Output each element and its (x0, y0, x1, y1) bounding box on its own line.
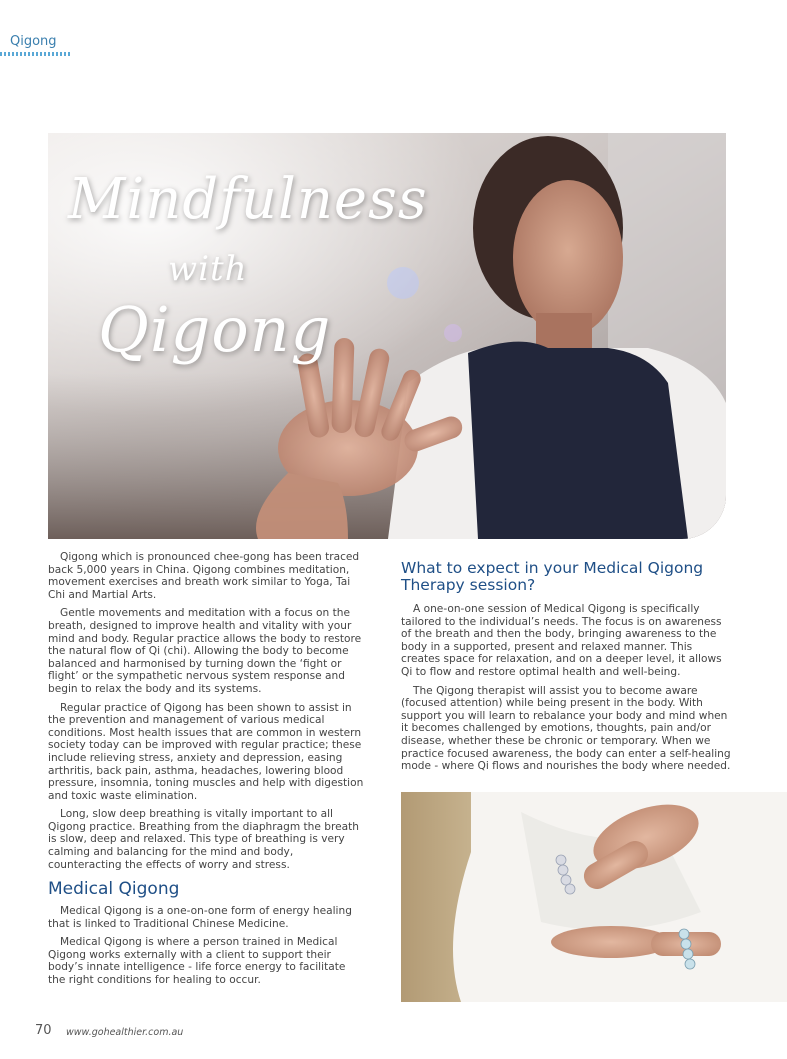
medical-qigong-body (48, 905, 366, 993)
page-number: 70 (35, 1023, 52, 1038)
left-column (48, 551, 366, 877)
section-rule (0, 52, 70, 56)
hands-photo-art (401, 792, 787, 1002)
paragraph: The Qigong therapist will assist you to become aware (focused attention) while being present in the body. With support you will learn to rebalance your body and mind when it becomes challenged by emotions, thoughts, pain and/or disease, whether these be chronic or temporary. When we practice focused awareness, the body can enter a self-healing mode - where Qi flows and nourishes the body where needed. (401, 684, 731, 773)
paragraph: Qigong which is pronounced chee-gong has been traced back 5,000 years in China. Qigong combines meditation, movement exercises and breath work similar to Yoga, Tai Chi and Martial Arts. (48, 551, 360, 601)
hands-photo (401, 792, 787, 1002)
medical-qigong-heading: Medical Qigong (48, 879, 180, 899)
hero-image (48, 133, 726, 539)
hero-title-line1: Mindfulness (68, 167, 428, 232)
right-column (401, 603, 733, 779)
paragraph: A one-on-one session of Medical Qigong is specifically tailored to the individual’s needs. The focus is on awareness of the breath and then the body, bringing awareness to the body in a supported, present and relaxed manner. This creates space for relaxation, and on a deeper level, it allows Qi to flow and restore optimal health and well-being. (401, 603, 722, 678)
footer-url[interactable]: www.gohealthier.com.au (66, 1027, 184, 1038)
paragraph: Regular practice of Qigong has been shown to assist in the prevention and management of various medical conditions. Most health issues that are common in western society today can be improved with regular practice; these include relieving stress, anxiety and depression, easing arthritis, back pain, asthma, headaches, lowering blood pressure, insomnia, toning muscles and help with digestion and toxic waste elimination. (48, 701, 364, 802)
paragraph: Medical Qigong is where a person trained in Medical Qigong works externally with a client to support their body’s innate intelligence - life force energy to facilitate the right conditions for healing to occur. (48, 936, 346, 986)
expect-heading: What to expect in your Medical Qigong Therapy session? (401, 559, 704, 594)
hero-title-line2: with (168, 249, 248, 289)
paragraph: Medical Qigong is a one-on-one form of energy healing that is linked to Traditional Chinese Medicine. (48, 905, 352, 930)
paragraph: Long, slow deep breathing is vitally important to all Qigong practice. Breathing from the diaphragm the breath is slow, deep and relaxed. This type of breathing is very calming and balancing for the mind and body, counteracting the effects of worry and stress. (48, 808, 359, 871)
hero-title-line3: Qigong (98, 293, 332, 366)
section-label: Qigong (10, 34, 57, 49)
paragraph: Gentle movements and meditation with a focus on the breath, designed to improve health and vitality with your mind and body. Regular practice allows the body to restore the natural flow of Qi (chi). Allowing the body to become balanced and harmonised by turning down the ‘fight or flight’ or the sympathetic nervous system response and begin to relax the body and its systems. (48, 607, 362, 695)
